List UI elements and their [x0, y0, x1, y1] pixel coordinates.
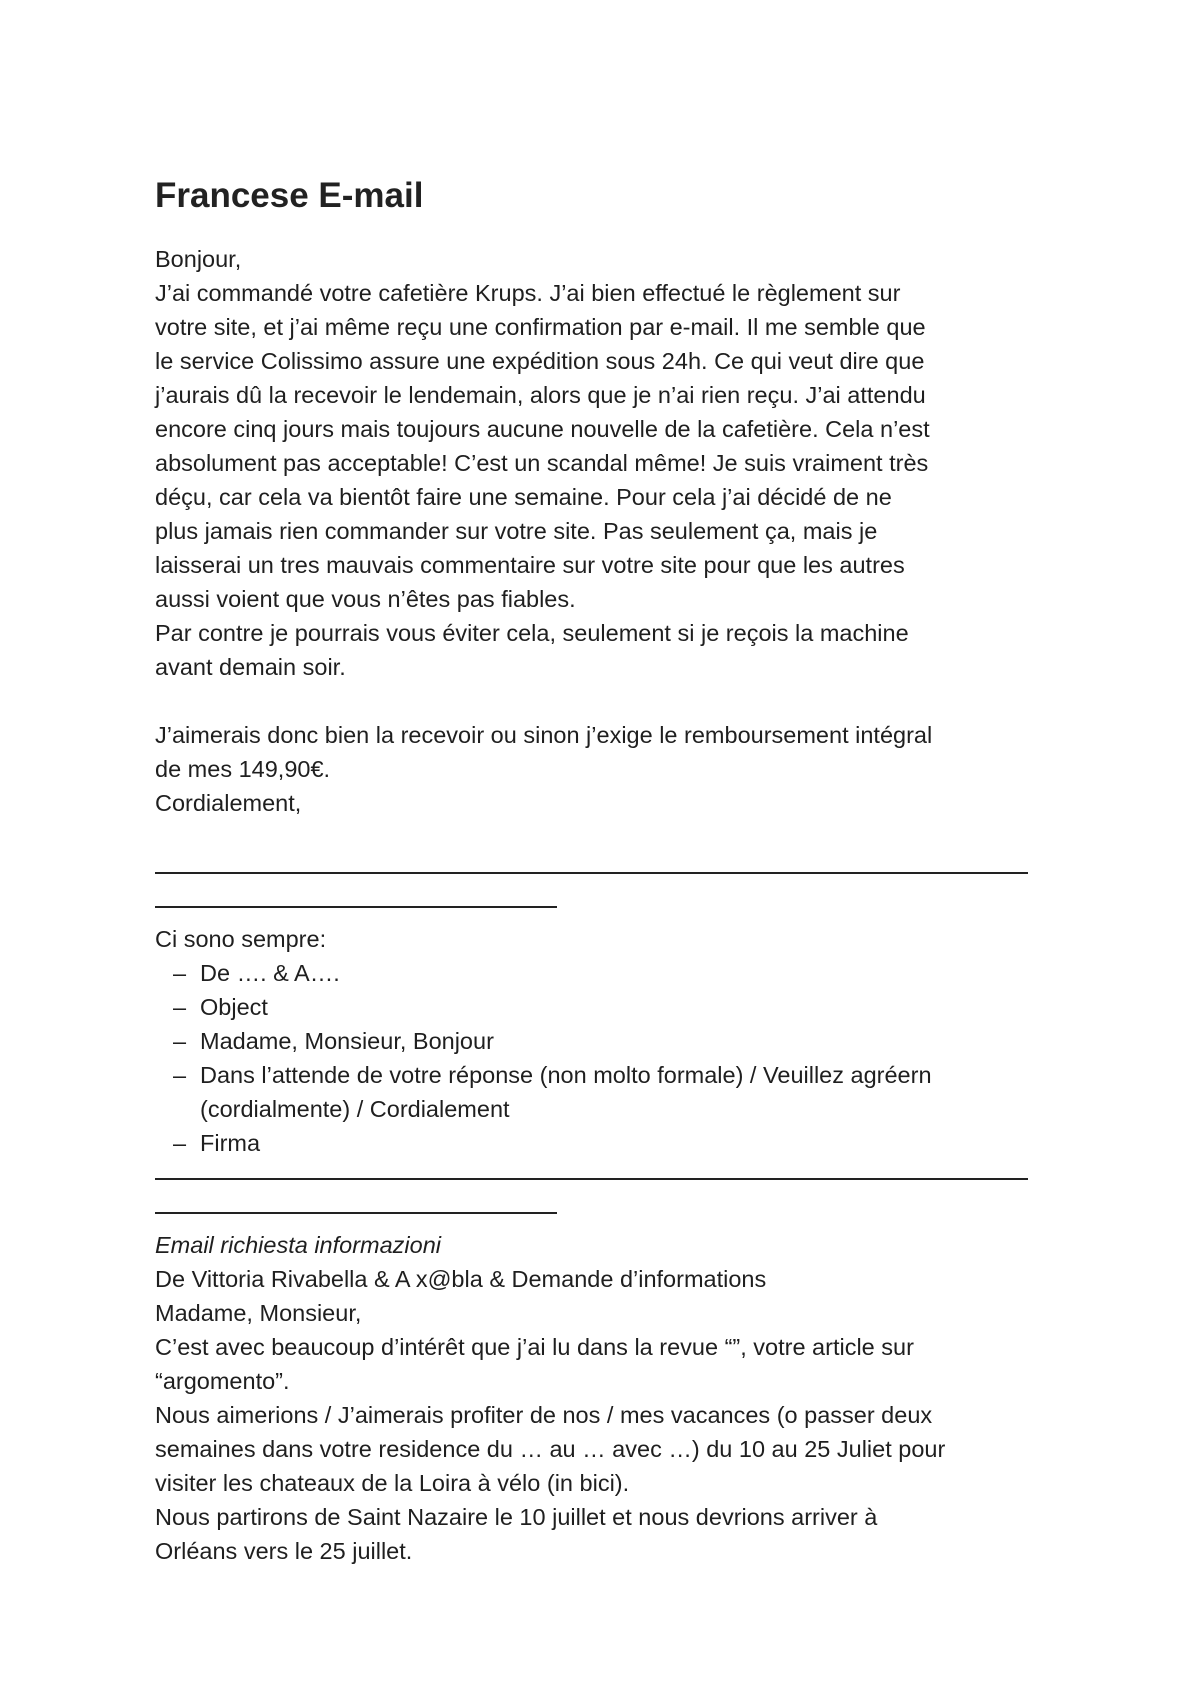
email-complaint	[155, 242, 1055, 854]
list-item: – Object	[155, 990, 1055, 1024]
text-line: le service Colissimo assure une expédition sous 24h. Ce qui veut dire que	[155, 348, 925, 374]
text-line: visiter les chateaux de la Loira à vélo (in bici).	[155, 1470, 630, 1496]
text-line: J’aimerais donc bien la recevoir ou sinon j’exige le remboursement intégral	[155, 722, 933, 748]
list-item: – De …. & A….	[155, 956, 1055, 990]
list-item: – Madame, Monsieur, Bonjour	[155, 1024, 1055, 1058]
text-line: j’aurais dû la recevoir le lendemain, alors que je n’ai rien reçu. J’ai attendu	[155, 382, 926, 408]
text-line: De Vittoria Rivabella & A x@bla & Demande d’informations	[155, 1266, 767, 1292]
email-information-request	[155, 1228, 1055, 1568]
text-line: déçu, car cela va bientôt faire une semaine. Pour cela j’ai décidé de ne	[155, 484, 892, 510]
text-line: votre site, et j’ai même reçu une confirmation par e-mail. Il me semble que	[155, 314, 926, 340]
text-line: semaines dans votre residence du … au … avec …) du 10 au 25 Juliet pour	[155, 1436, 946, 1462]
dash-bullet: –	[173, 960, 187, 986]
separator-line	[155, 854, 1055, 888]
dash-bullet: –	[173, 1028, 187, 1054]
blank-line	[155, 684, 1055, 718]
text-line: avant demain soir.	[155, 654, 346, 680]
text-line: Nous partirons de Saint Nazaire le 10 juillet et nous devrions arriver à	[155, 1504, 878, 1530]
text-line: laisserai un tres mauvais commentaire sur votre site pour que les autres	[155, 552, 905, 578]
text-line: aussi voient que vous n’êtes pas fiables.	[155, 586, 576, 612]
text-line: Orléans vers le 25 juillet.	[155, 1538, 413, 1564]
notes-list	[155, 956, 1055, 1160]
text-line: Cordialement,	[155, 790, 302, 816]
blank-line	[155, 820, 1055, 854]
section-heading: Email richiesta informazioni	[155, 1232, 442, 1258]
text-line: C’est avec beaucoup d’intérêt que j’ai lu dans la revue “”, votre article sur	[155, 1334, 914, 1360]
text-line: “argomento”.	[155, 1368, 290, 1394]
dash-bullet: –	[173, 994, 187, 1020]
document-title: Francese E-mail	[155, 176, 424, 215]
text-line: Nous aimerions / J’aimerais profiter de nos / mes vacances (o passer deux	[155, 1402, 933, 1428]
notes-heading: Ci sono sempre:	[155, 926, 327, 952]
dash-bullet: –	[173, 1062, 187, 1088]
text-line: J’ai commandé votre cafetière Krups. J’ai bien effectué le règlement sur	[155, 280, 901, 306]
separator-line	[155, 1160, 1055, 1194]
text-line: absolument pas acceptable! C’est un scandal même! Je suis vraiment très	[155, 450, 929, 476]
notes-section	[155, 922, 1055, 1160]
text-line: encore cinq jours mais toujours aucune nouvelle de la cafetière. Cela n’est	[155, 416, 930, 442]
text-line: Bonjour,	[155, 246, 242, 272]
list-item: – Firma	[155, 1126, 1055, 1160]
text-line: Par contre je pourrais vous éviter cela, seulement si je reçois la machine	[155, 620, 909, 646]
separator-line	[155, 888, 1055, 922]
list-item-continuation: (cordialmente) / Cordialement	[200, 1096, 510, 1122]
text-line: plus jamais rien commander sur votre site. Pas seulement ça, mais je	[155, 518, 878, 544]
separator-line	[155, 1194, 1055, 1228]
text-line: de mes 149,90€.	[155, 756, 331, 782]
list-item: – Dans l’attende de votre réponse (non molto formale) / Veuillez agréern (cordialmente) / Cordialement	[155, 1058, 1055, 1126]
dash-bullet: –	[173, 1130, 187, 1156]
text-line: Madame, Monsieur,	[155, 1300, 362, 1326]
document-page	[155, 172, 1055, 1568]
